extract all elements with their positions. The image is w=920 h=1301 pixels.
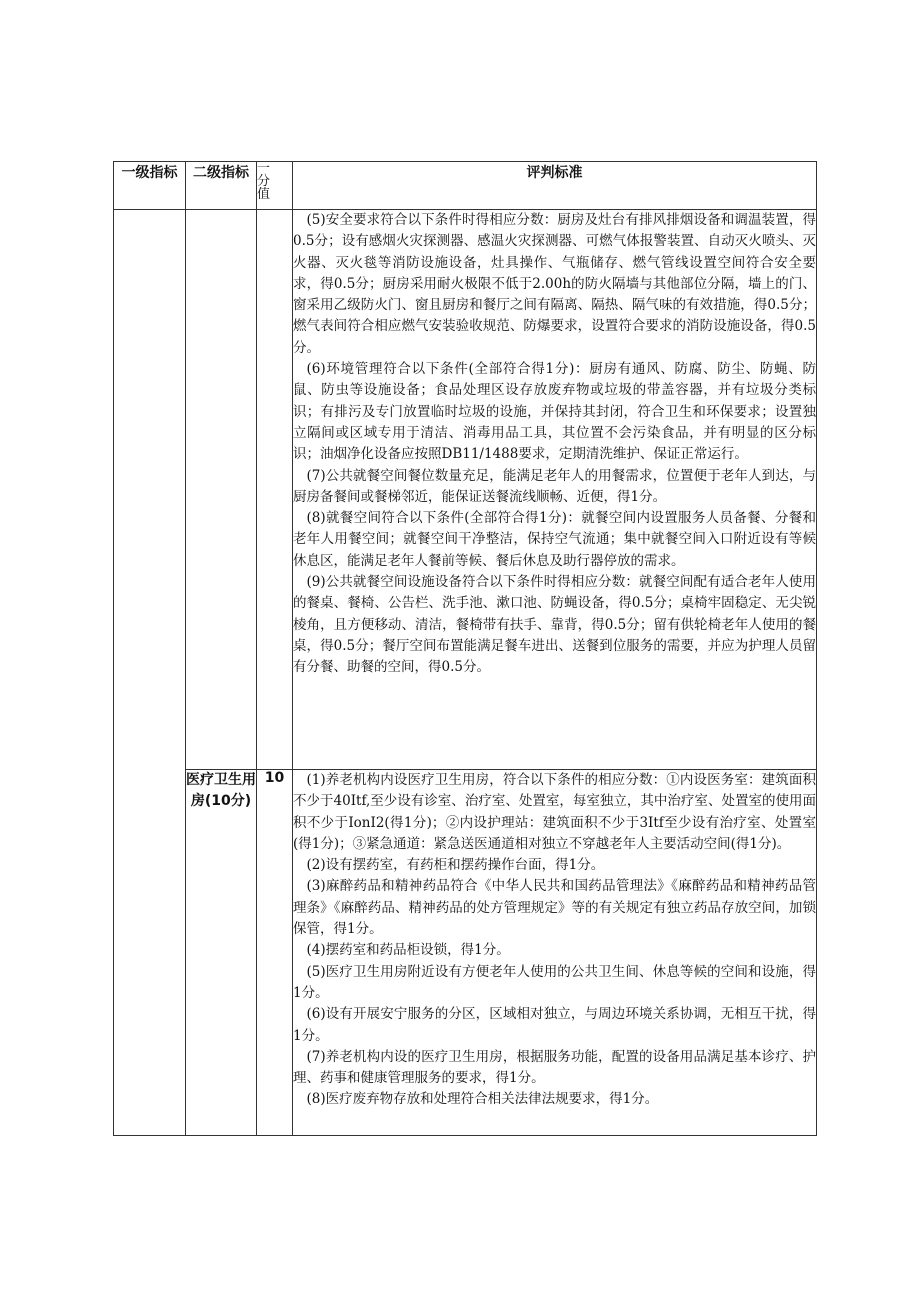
criteria-item: (2)设有摆药室，有药柜和摆药操作台面，得1分。 (306, 857, 605, 874)
header-level2: 二级指标 (186, 162, 257, 210)
criteria-item: (7)养老机构内设的医疗卫生用房，根据服务功能，配置的设备用品满足基本诊疗、护理、药事和健康管理服务的要求，得1分。 (293, 1048, 816, 1087)
criteria-item: (3)麻醉药品和精神药品符合《中华人民共和国药品管理法》《麻醉药品和精神药品管理条》《麻醉药品、精神药品的处方管理规定》等的有关规定有独立药品存放空间，加锁保管，得1分。 (293, 878, 816, 938)
criteria-item: (6)设有开展安宁服务的分区，区域相对独立，与周边环境关系协调，无相互干扰，得1分。 (293, 1006, 816, 1044)
criteria-item: (1)养老机构内设医疗卫生用房，符合以下条件的相应分数：①内设医务室：建筑面积不少于40Itf,至少设有诊室、治疗室、处置室，每室独立，其中治疗室、处置室的使用面积不少于IonI2(得1分)；②内设护理站：建筑面积不少于3Itf至少设有治疗室、处置室(得1分)；③紧急通道：紧急送医通道相对独立不穿越老年人主要活动空间(得1分)。 (293, 772, 816, 852)
criteria-item: (6)环境管理符合以下条件(全部符合得1分)：厨房有通风、防腐、防尘、防蝇、防鼠、防虫等设施设备；食品处理区设存放废弃物或垃圾的带盖容器，并有垃圾分类标识；有排污及专门放置临时垃圾的设施，并保持其封闭，符合卫生和环保要求；设置独立隔间或区域专用于清洁、消毒用品工具，其位置不会污染食品，并有明显的区分标识；油烟净化设备应按照DB11/1488要求，定期清洗维护、保证正常运行。 (293, 361, 816, 463)
table-header-row (114, 162, 817, 210)
criteria-cell (293, 210, 817, 770)
level2-cell: 医疗卫生用房(10分) (186, 770, 257, 1136)
criteria-item: (8)就餐空间符合以下条件(全部符合得1分)：就餐空间内设置服务人员备餐、分餐和老年人用餐空间；就餐空间干净整洁，保持空气流通；集中就餐空间入口附近设有等候休息区，能满足老年人餐前等候、餐后休息及助行器停放的需求。 (293, 510, 816, 569)
criteria-item: (7)公共就餐空间餐位数量充足，能满足老年人的用餐需求，位置便于老年人到达，与厨房备餐间或餐梯邻近，能保证送餐流线顺畅、近便，得1分。 (293, 467, 816, 505)
table-row (114, 770, 817, 1136)
criteria-item: (4)摆药室和药品柜设锁，得1分。 (306, 942, 510, 959)
header-score-char: 分 (257, 174, 271, 189)
score-cell: 10 (257, 770, 293, 1136)
criteria-cell (293, 770, 817, 1136)
header-criteria: 评判标准 (293, 162, 817, 210)
criteria-item: (5)安全要求符合以下条件时得相应分数：厨房及灶台有排风排烟设备和调温装置，得0.5分；设有感烟火灾探测器、感温火灾探测器、可燃气体报警装置、自动灭火喷头、灭火器、灭火毯等消防设施设备，灶具操作、气瓶储存、燃气管线设置空间符合安全要求，得0.5分；厨房采用耐火极限不低于2.00h的防火隔墙与其他部位分隔，墙上的门、窗采用乙级防火门、窗且厨房和餐厅之间有隔离、隔热、隔气味的有效措施，得0.5分；燃气表间符合相应燃气安装验收规范、防爆要求，设置符合要求的消防设施设备，得0.5分。 (293, 212, 816, 356)
level2-cell (186, 210, 257, 770)
table-row (114, 210, 817, 770)
criteria-item: (5)医疗卫生用房附近设有方便老年人使用的公共卫生间、休息等候的空间和设施，得1分。 (293, 963, 816, 1001)
criteria-item: (9)公共就餐空间设施设备符合以下条件时得相应分数：就餐空间配有适合老年人使用的餐桌、餐椅、公告栏、洗手池、漱口池、防蝇设备，得0.5分；桌椅牢固稳定、无尖锐棱角，且方便移动、清洁，餐椅带有扶手、靠背，得0.5分；留有供轮椅老年人使用的餐桌，得0.5分；餐厅空间布置能满足餐车进出、送餐到位服务的需要，并应为护理人员留有分餐、助餐的空间，得0.5分。 (293, 574, 816, 676)
header-score-char: 值 (257, 187, 271, 202)
header-score (257, 162, 293, 210)
score-cell (257, 210, 293, 770)
criteria-item: (8)医疗废弃物存放和处理符合相关法律法规要求，得1分。 (306, 1091, 659, 1108)
header-score-char: 一 (257, 161, 271, 176)
header-level1: 一级指标 (114, 162, 186, 210)
evaluation-table (113, 161, 817, 1136)
level1-cell (114, 210, 186, 1136)
